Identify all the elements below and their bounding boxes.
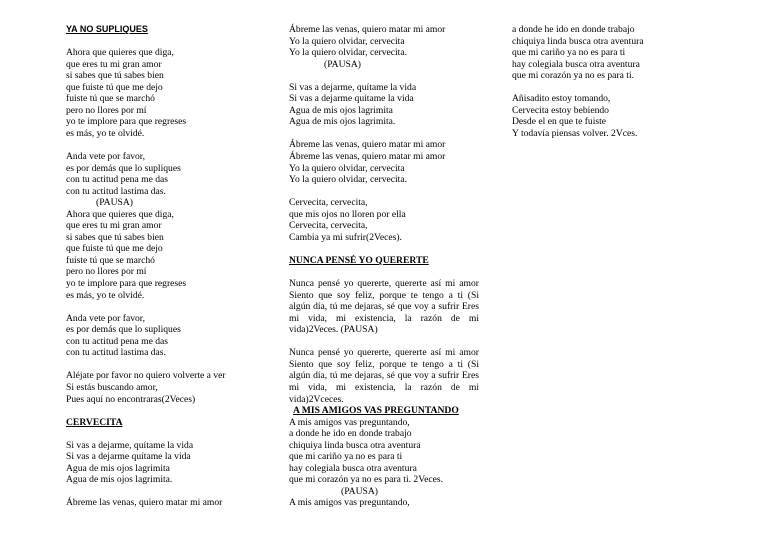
stanza bbox=[66, 313, 266, 359]
pausa-marker: (PAUSA) bbox=[341, 485, 378, 497]
lyric-line: es más, yo te olvidé. bbox=[66, 127, 145, 139]
column-2 bbox=[289, 24, 479, 509]
lyric-line: Si vas a dejarme, quítame la vida bbox=[289, 81, 417, 93]
column-3 bbox=[512, 24, 712, 139]
lyric-line: Agua de mis ojos lagrimita bbox=[289, 104, 393, 116]
lyric-line: Yo la quiero olvidar, cervecita. bbox=[289, 47, 407, 59]
lyric-line: con tu actitud lastima das. bbox=[66, 347, 166, 359]
song-title-cervecita: CERVECITA bbox=[66, 416, 123, 428]
lyric-line: Si vas a dejarme quítame la vida bbox=[66, 451, 191, 463]
lyric-line: pero no llores por mí bbox=[66, 104, 147, 116]
pausa-marker: (PAUSA) bbox=[96, 197, 133, 209]
lyric-line: hay colegiala busca otra aventura bbox=[289, 462, 417, 474]
stanza bbox=[289, 197, 479, 243]
lyric-line: Agua de mis ojos lagrimita. bbox=[66, 474, 173, 486]
pausa-marker: (PAUSA) bbox=[324, 58, 361, 70]
column-1 bbox=[66, 24, 266, 509]
lyric-line: Desde el en que te fuiste bbox=[512, 116, 607, 128]
lyric-line: que eres tu mi gran amor bbox=[66, 58, 162, 70]
lyric-line: pero no llores por mí bbox=[66, 266, 147, 278]
lyric-line: es por demás que lo supliques bbox=[66, 324, 181, 336]
lyric-line: Cervecita, cervecita, bbox=[289, 197, 368, 209]
song-title-a-mis-amigos: A MIS AMIGOS VAS PREGUNTANDO bbox=[293, 405, 459, 417]
lyric-line: A mis amigos vas preguntando, bbox=[289, 497, 410, 509]
lyric-line: Aléjate por favor no quiero volverte a ver bbox=[66, 370, 226, 382]
lyric-line: que mi corazón ya no es para ti. bbox=[512, 70, 635, 82]
lyric-line: Yo la quiero olvidar, cervecita bbox=[289, 162, 405, 174]
lyric-paragraph: Nunca pensé yo quererte, quererte así mi amor Siento que soy feliz, porque te tengo a ti (Si algún día, tú me dejaras, sé que voy a sufrir Eres mi vida, mi existencia, la razón de mi vida)2Vceces. bbox=[289, 347, 479, 405]
lyric-line: si sabes que tú sabes bien bbox=[66, 231, 164, 243]
lyric-line: a donde he ido en donde trabajo bbox=[512, 24, 635, 35]
lyric-line: Yo la quiero olvidar, cervecita bbox=[289, 35, 405, 47]
lyric-line: Si estás buscando amor, bbox=[66, 381, 158, 393]
lyric-line: Cervecita, cervecita, bbox=[289, 220, 368, 232]
lyric-line: con tu actitud pena me das bbox=[66, 335, 169, 347]
lyric-line: que mi cariño ya no es para ti bbox=[512, 47, 626, 59]
stanza bbox=[289, 24, 479, 59]
lyric-line: Cambia ya mi sufrir(2Veces). bbox=[289, 231, 402, 243]
lyric-line: Ábreme las venas, quiero matar mi amor bbox=[289, 24, 446, 35]
lyric-line: Pues aquí no encontraras(2Veces) bbox=[66, 393, 196, 405]
lyric-line: chiquiya linda busca otra aventura bbox=[289, 439, 421, 451]
lyric-line: Si vas a dejarme, quítame la vida bbox=[66, 439, 194, 451]
lyric-line: que eres tu mi gran amor bbox=[66, 220, 162, 232]
lyric-line: A mis amigos vas preguntando, bbox=[289, 416, 410, 428]
lyric-line: Si vas a dejarme quítame la vida bbox=[289, 93, 414, 105]
lyric-line: Ahora que quieres que diga, bbox=[66, 208, 174, 220]
stanza bbox=[289, 82, 479, 128]
stanza bbox=[66, 370, 266, 405]
lyric-line: que mis ojos no lloren por ella bbox=[289, 208, 406, 220]
lyric-line: Añisadito estoy tomando, bbox=[512, 93, 611, 105]
lyric-line: a donde he ido en donde trabajo bbox=[289, 428, 412, 440]
lyric-line: con tu actitud lastima das. bbox=[66, 185, 166, 197]
stanza bbox=[289, 139, 479, 185]
lyric-line: que mi corazón ya no es para ti. 2Veces. bbox=[289, 474, 443, 486]
lyric-line: que fuiste tú que me dejo bbox=[66, 243, 163, 255]
lyric-line: es por demás que lo supliques bbox=[66, 162, 181, 174]
stanza bbox=[289, 417, 479, 486]
lyric-line: con tu actitud pena me das bbox=[66, 174, 169, 186]
stanza bbox=[66, 209, 266, 301]
lyric-line: que mi cariño ya no es para ti bbox=[289, 451, 403, 463]
lyric-line: Y todavía piensas volver. 2Vces. bbox=[512, 127, 638, 139]
lyric-line: hay colegiala busca otra aventura bbox=[512, 58, 640, 70]
lyric-line: yo te implore para que regreses bbox=[66, 116, 187, 128]
lyric-line: Anda vete por favor, bbox=[66, 151, 145, 163]
lyric-line: Agua de mis ojos lagrimita bbox=[66, 462, 170, 474]
song-title-nunca-pense: NUNCA PENSÉ YO QUERERTE bbox=[289, 254, 429, 266]
lyric-line: Anda vete por favor, bbox=[66, 312, 145, 324]
lyric-line: Cervecita estoy bebiendo bbox=[512, 104, 609, 116]
lyric-paragraph: Nunca pensé yo quererte, quererte así mi amor Siento que soy feliz, porque te tengo a ti (Si algún día, tú me dejaras, sé que voy a sufrir Eres mi vida, mi existencia, la razón de mi vida)2Veces. (PAUSA) bbox=[289, 278, 479, 336]
lyric-line: es más, yo te olvidé. bbox=[66, 289, 145, 301]
lyric-line: Ahora que quieres que diga, bbox=[66, 47, 174, 59]
lyric-line: fuiste tú que se marchó bbox=[66, 93, 155, 105]
stanza bbox=[66, 47, 266, 139]
lyric-line: Ábreme las venas, quiero matar mi amor bbox=[66, 497, 223, 509]
lyric-line: Ábreme las venas, quiero matar mi amor bbox=[289, 151, 446, 163]
lyric-line: si sabes que tú sabes bien bbox=[66, 70, 164, 82]
stanza bbox=[66, 151, 266, 197]
lyric-line: Yo la quiero olvidar, cervecita. bbox=[289, 174, 407, 186]
lyric-line: yo te implore para que regreses bbox=[66, 278, 187, 290]
stanza bbox=[512, 93, 712, 139]
lyric-line: chiquiya linda busca otra aventura bbox=[512, 35, 644, 47]
song-title-ya-no-supliques: YA NO SUPLIQUES bbox=[66, 24, 148, 34]
lyric-line: Agua de mis ojos lagrimita. bbox=[289, 116, 396, 128]
lyric-line: que fuiste tú que me dejo bbox=[66, 81, 163, 93]
stanza bbox=[66, 440, 266, 486]
lyric-line: fuiste tú que se marchó bbox=[66, 254, 155, 266]
lyric-line: Ábreme las venas, quiero matar mi amor bbox=[289, 139, 446, 151]
stanza bbox=[512, 24, 712, 82]
